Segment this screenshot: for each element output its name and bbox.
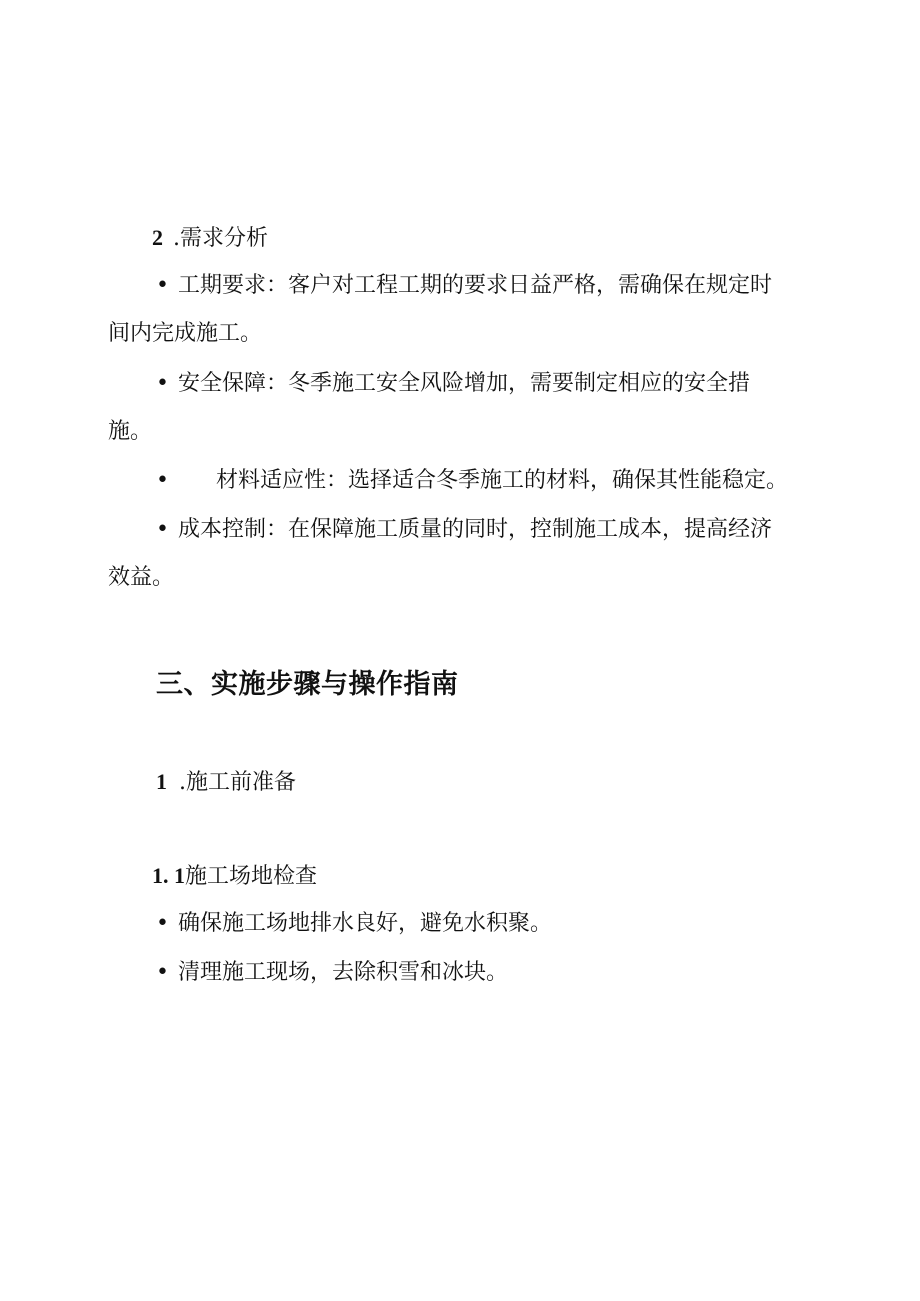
bullet-icon: • (156, 468, 169, 493)
bullet-text: 安全保障：冬季施工安全风险增加，需要制定相应的安全措 (178, 371, 751, 396)
bullet-text: 确保施工场地排水良好，避免水积聚。 (178, 911, 553, 936)
bullet-item-schedule (156, 271, 772, 301)
bullet-item-safety (156, 369, 750, 399)
bullet-item-safety-cont (108, 417, 152, 447)
section-2-number: 2 (152, 225, 163, 250)
bullet-icon: • (156, 371, 169, 396)
bullet-text-cont: 间内完成施工。 (108, 321, 263, 346)
section-2-heading (152, 223, 268, 254)
bullet-item-drainage (156, 909, 552, 939)
bullet-text-cont: 效益。 (108, 565, 175, 590)
bullet-item-snow (156, 958, 508, 988)
step-1-1-title: 施工场地检查 (185, 864, 318, 889)
step-1-1-number: 1. 1 (152, 863, 185, 888)
bullet-item-cost-cont (108, 563, 174, 593)
bullet-text: 材料适应性：选择适合冬季施工的材料，确保其性能稳定。 (216, 468, 789, 493)
step-1-heading (156, 767, 296, 798)
bullet-icon: • (156, 911, 169, 936)
bullet-text: 清理施工现场，去除积雪和冰块。 (178, 960, 509, 985)
bullet-item-schedule-cont (108, 319, 262, 349)
step-1-title: .施工前准备 (179, 770, 296, 795)
step-1-number: 1 (156, 769, 167, 794)
bullet-text-cont: 施。 (108, 419, 153, 444)
bullet-icon: • (156, 960, 169, 985)
bullet-item-materials (156, 466, 788, 496)
step-1-1-heading (152, 861, 317, 892)
bullet-text: 工期要求：客户对工程工期的要求日益严格，需确保在规定时 (178, 273, 773, 298)
section-2-title: .需求分析 (173, 226, 268, 251)
bullet-text: 成本控制：在保障施工质量的同时，控制施工成本，提高经济 (178, 517, 773, 542)
bullet-icon: • (156, 517, 169, 542)
bullet-icon: • (156, 273, 169, 298)
chapter-3-heading: 三、实施步骤与操作指南 (156, 669, 459, 700)
bullet-item-cost (156, 515, 772, 545)
